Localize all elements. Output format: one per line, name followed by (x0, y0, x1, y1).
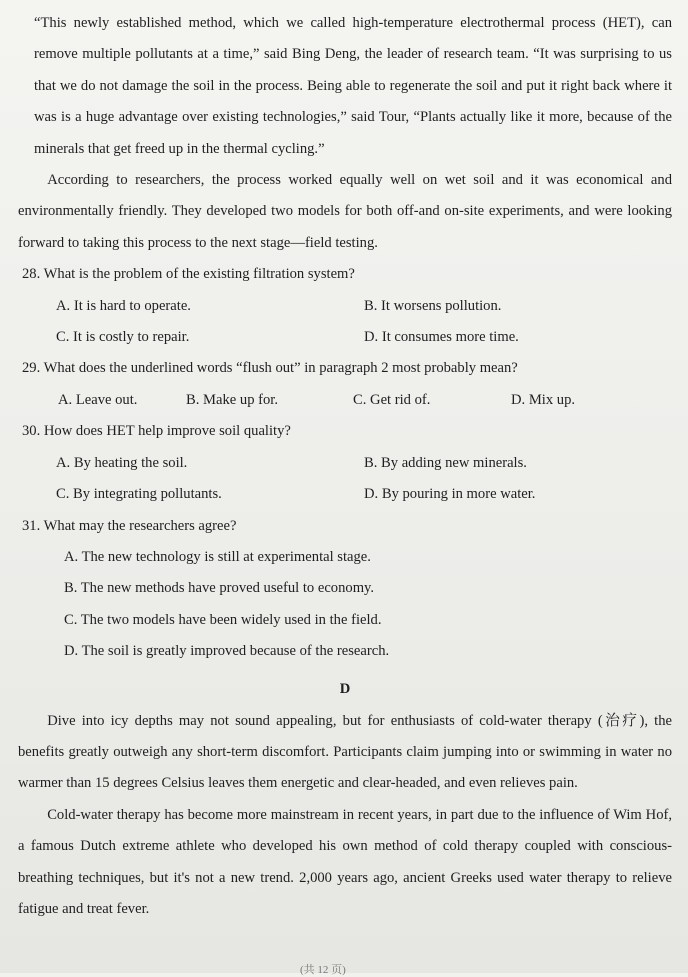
option-d[interactable]: D. Mix up. (511, 391, 576, 408)
option-c[interactable]: C. The two models have been widely used in the field. (64, 611, 382, 628)
options-grid (18, 291, 672, 354)
question-31 (18, 511, 672, 668)
option-c[interactable]: C. It is costly to repair. (56, 329, 190, 346)
option-d[interactable]: D. The soil is greatly improved because of the research. (64, 643, 390, 660)
question-stem: 29. What does the underlined words “flush out” in paragraph 2 most probably mean? (22, 360, 518, 377)
option-d[interactable]: D. By pouring in more water. (364, 486, 536, 503)
option-a[interactable]: A. It is hard to operate. (56, 297, 191, 314)
page-footer: (共 12 页) (300, 964, 346, 976)
section-heading-d: D (339, 680, 351, 697)
option-a[interactable]: A. By heating the soil. (56, 454, 188, 471)
option-b[interactable]: B. The new methods have proved useful to economy. (64, 580, 375, 597)
question-stem: 28. What is the problem of the existing filtration system? (22, 266, 355, 283)
question-stem: 30. How does HET help improve soil quality? (22, 423, 291, 440)
option-b[interactable]: B. Make up for. (186, 391, 279, 408)
option-b[interactable]: B. By adding new minerals. (364, 454, 527, 471)
passage-c-paragraph-conclusion: According to researchers, the process worked equally well on wet soil and it was economical and environmentally friendly. They developed two models for both off-and on-site experiments, and were looking forward to taking this process to the next stage—field testing. (18, 172, 672, 251)
option-c[interactable]: C. Get rid of. (353, 391, 431, 408)
option-b[interactable]: B. It worsens pollution. (364, 297, 502, 314)
option-d[interactable]: D. It consumes more time. (364, 329, 519, 346)
options-grid (18, 448, 672, 511)
passage-d-paragraph-history: Cold-water therapy has become more mainstream in recent years, in part due to the influence of Wim Hof, a famous Dutch extreme athlete who developed his own method of cold therapy coupled with conscious-breathing techniques, but it's not a new trend. 2,000 years ago, ancient Greeks used water therapy to relieve fatigue and treat fever. (18, 806, 672, 917)
options-row (18, 385, 672, 416)
option-a[interactable]: A. Leave out. (58, 391, 138, 408)
passage-d-paragraph-intro: Dive into icy depths may not sound appealing, but for enthusiasts of cold-water therapy (治疗), the benefits greatly outweigh any short-term discomfort. Participants claim jumping into or swimming in water no warmer than 15 degrees Celsius leaves them energetic and clear-headed, and even relieves pain. (18, 712, 672, 792)
option-c[interactable]: C. By integrating pollutants. (56, 486, 222, 503)
question-28 (18, 259, 672, 353)
passage-c-paragraph-quote: “This newly established method, which we called high-temperature electrothermal process (HET), can remove multiple pollutants at a time,” said Bing Deng, the leader of research team. “It was surprising to us that we do not damage the soil in the process. Being able to regenerate the soil and put it right back where it was is a huge advantage over existing technologies,” said Tour, “Plants actually like it more, because of the minerals that get freed up in the thermal cycling.” (34, 15, 672, 157)
question-30 (18, 416, 672, 510)
question-stem: 31. What may the researchers agree? (22, 517, 237, 534)
question-29 (18, 353, 672, 416)
option-a[interactable]: A. The new technology is still at experimental stage. (64, 548, 371, 565)
